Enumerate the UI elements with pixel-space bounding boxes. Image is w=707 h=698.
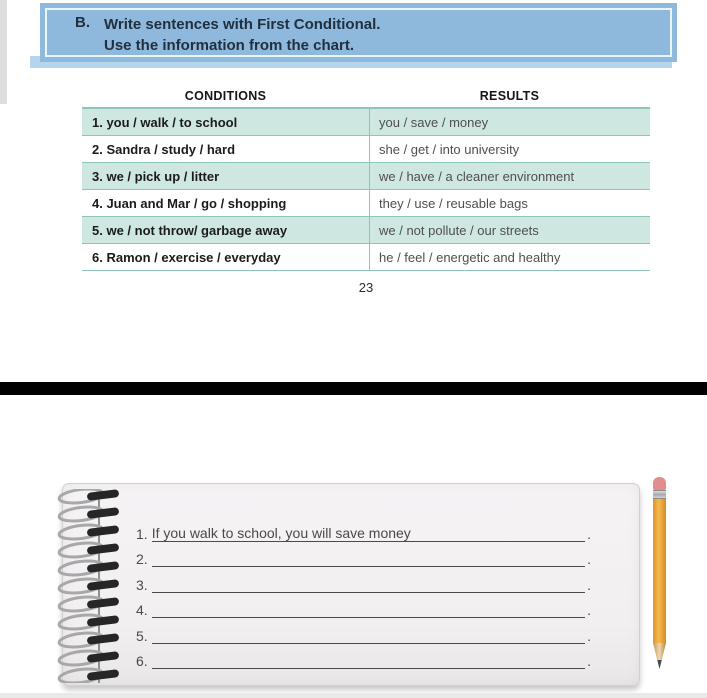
answer-line-4 [136,593,591,619]
chart-body [82,107,650,271]
blank-line [152,566,585,567]
condition-cell: 5. we / not throw/ garbage away [92,222,288,238]
table-row [82,217,650,244]
line-number: 2. [136,551,148,567]
blank-line [152,668,585,669]
table-row [82,109,650,136]
line-number: 5. [136,627,148,644]
answer-line-3 [136,567,591,593]
page-edge-strip [0,0,7,104]
line-period: . [587,576,591,593]
table-row [82,163,650,190]
table-row [82,244,650,271]
pencil-graphic [653,477,666,669]
answer-line-1 [136,516,591,542]
line-period: . [587,551,591,567]
line-number: 1. [136,525,148,542]
exercise-instructions [104,14,380,56]
blank-line [152,617,585,618]
column-header-conditions: CONDITIONS [184,88,267,103]
line-number: 3. [136,576,148,593]
section-divider-bar [0,382,707,395]
instruction-line-2: Use the information from the chart. [104,37,355,54]
spiral-binding [57,489,129,683]
pencil-body [653,499,666,643]
pencil-ferrule [653,490,666,499]
condition-cell: 1. you / walk / to school [92,114,238,130]
notebook-pad [62,483,640,686]
result-cell: you / save / money [369,109,650,135]
blank-line [152,592,585,593]
pencil-tip [653,643,666,669]
instruction-box-inner [45,8,672,57]
result-cell: she / get / into university [369,136,650,162]
result-cell: we / not pollute / our streets [369,217,650,243]
condition-cell: 3. we / pick up / litter [92,168,220,184]
answer-line-5 [136,618,591,644]
instruction-line-1: Write sentences with First Conditional. [104,16,381,33]
answer-line-2 [136,542,591,568]
blank-line [413,541,585,542]
pencil-lead [653,660,666,669]
blank-line [152,643,585,644]
line-period: . [587,602,591,618]
condition-cell: 2. Sandra / study / hard [92,141,236,157]
line-period: . [587,627,591,644]
condition-cell: 6. Ramon / exercise / everyday [92,249,281,265]
condition-cell: 4. Juan and Mar / go / shopping [92,195,287,211]
line-number: 4. [136,602,148,618]
table-row [82,190,650,217]
result-cell: they / use / reusable bags [369,190,650,216]
line-period: . [587,525,591,542]
pencil-eraser [653,477,666,490]
exercise-label: B. [75,14,90,31]
answer-line-6 [136,644,591,670]
instruction-box [40,3,677,62]
chart-header-row [82,84,650,107]
conditional-chart [82,84,650,271]
line-period: . [587,653,591,669]
table-row [82,136,650,163]
column-header-results: RESULTS [479,88,540,103]
written-answer: If you walk to school, you will save money [151,524,411,541]
bottom-edge-strip [0,693,707,698]
answer-lines [136,516,591,669]
line-number: 6. [136,653,148,669]
result-cell: he / feel / energetic and healthy [369,244,650,270]
page-number: 23 [358,280,374,295]
result-cell: we / have / a cleaner environment [369,163,650,189]
